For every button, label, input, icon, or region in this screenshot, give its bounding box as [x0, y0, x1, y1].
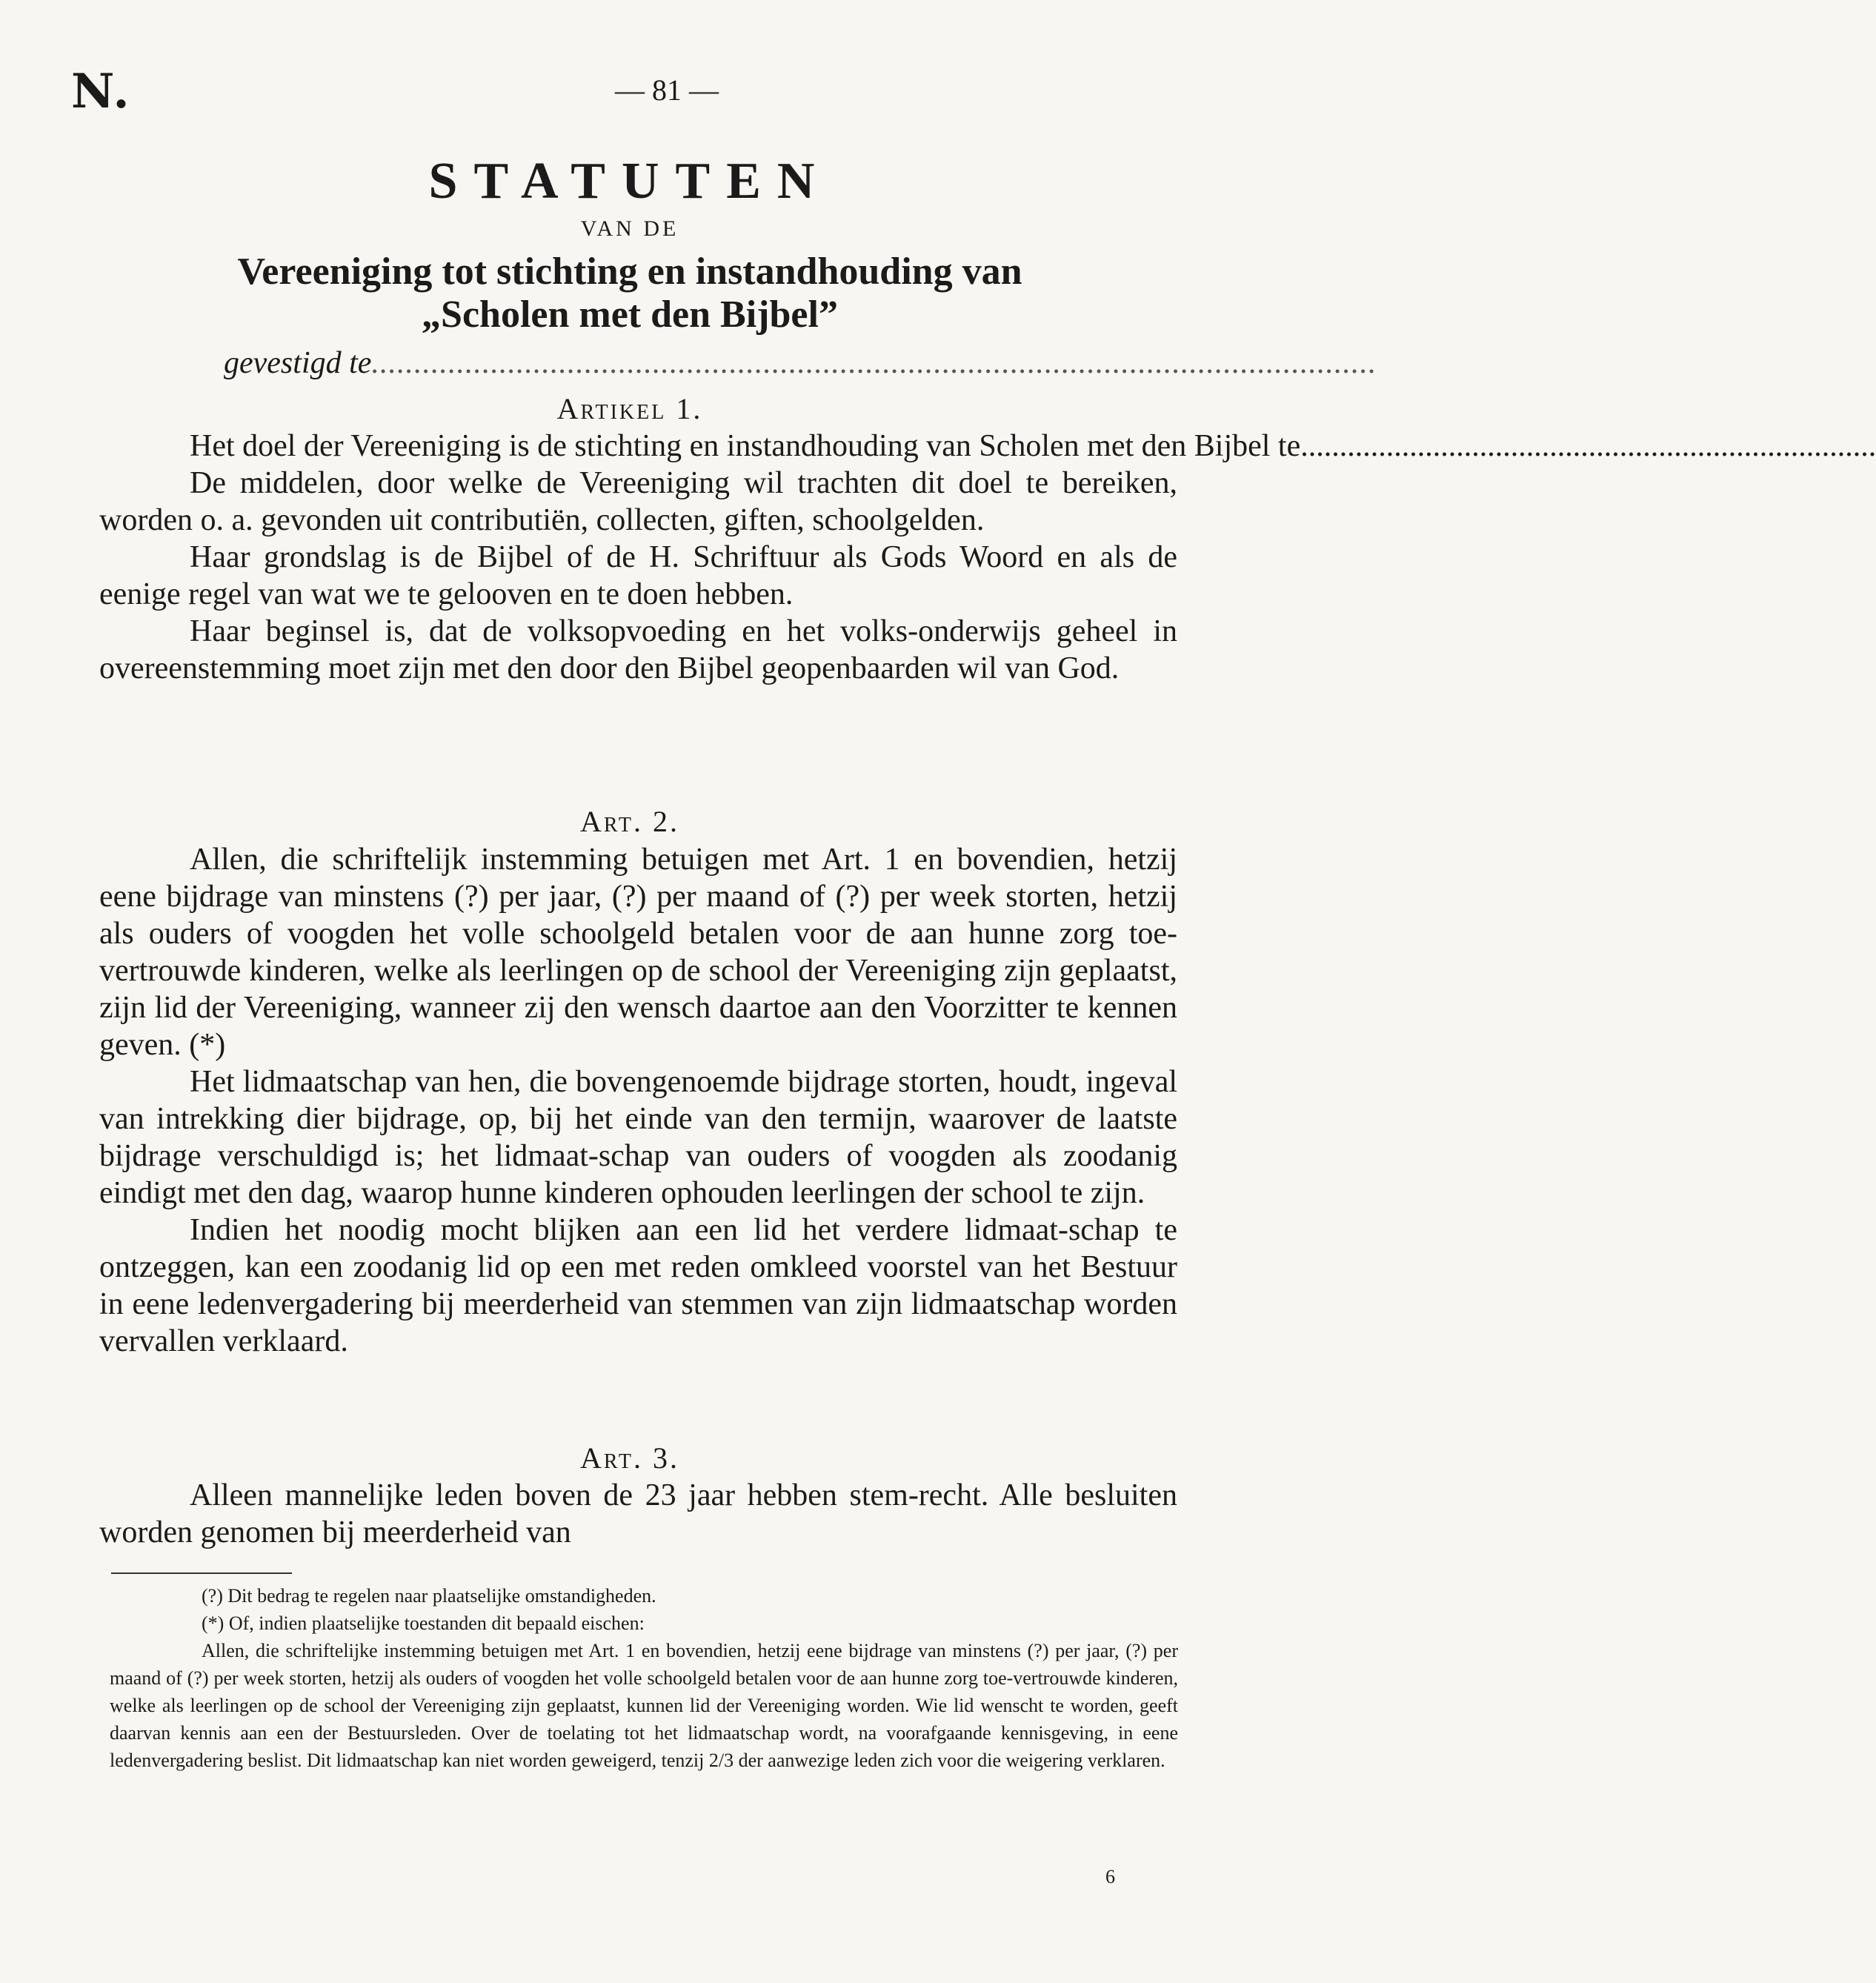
footnote-rule: [111, 1572, 292, 1574]
paragraph: Allen, die schriftelijk instemming betuigen met Art. 1 en bovendien, hetzij eene bijdrage van minstens (?) per jaar, (?) per maand of (?) per week storten, hetzij als ouders of voogden het volle schoolgeld betalen voor de aan hunne zorg toe-vertrouwde kinderen, welke als leerlingen op de school der Vereeniging zijn geplaatst, zijn lid der Vereeniging, wanneer zij den wensch daartoe aan den Voorzitter te kennen geven. (*): [99, 843, 1177, 1062]
paragraph: Alleen mannelijke leden boven de 23 jaar hebben stem-recht. Alle besluiten worden genomen bij meerderheid van: [99, 1478, 1177, 1549]
organization-name-line-2: „Scholen met den Bijbel”: [422, 293, 838, 336]
article-1-body: [99, 428, 1876, 687]
article-2-body: [99, 841, 1177, 1360]
seat-blank: ......................................................................................................................: [371, 346, 1377, 380]
footnote: (*) Of, indien plaatselijke toestanden dit bepaald eischen:: [202, 1612, 645, 1634]
paragraph: Haar grondslag is de Bijbel of de H. Schriftuur als Gods Woord en als de eenige regel van wat we te gelooven en te doen hebben.: [99, 540, 1177, 611]
signature-mark: 6: [1105, 1866, 1115, 1887]
document-title: STATUTEN: [428, 153, 831, 210]
article-3-heading: Art. 3.: [580, 1441, 679, 1475]
title-sub: VAN DE: [580, 216, 679, 241]
footnote: Allen, die schriftelijke instemming betuigen met Art. 1 en bovendien, hetzij eene bijdrage van minstens (?) per jaar, (?) per maand of (?) per week storten, hetzij als ouders of voogden het volle schoolgeld betalen voor de aan hunne zorg toe-vertrouwde kinderen, welke als leerlingen op de school der Vereeniging zijn geplaatst, kunnen lid der Vereeniging worden. Wie lid wenscht te worden, geeft daarvan kennis aan een der Bestuursleden. Over de toelating tot het lidmaatschap wordt, na voorafgaande kennisgeving, in eene ledenvergadering beslist. Dit lidmaatschap kan niet worden geweigerd, tenzij 2/3 der aanwezige leden zich voor die weigering verklaren.: [110, 1640, 1178, 1771]
paragraph: Het lidmaatschap van hen, die bovengenoemde bijdrage storten, houdt, ingeval van intrekking dier bijdrage, op, bij het einde van den termijn, waarover de laatste bijdrage verschuldigd is; het lidmaat-schap van ouders of voogden als zoodanig eindigt met den dag, waarop hunne kinderen ophouden leerlingen der school te zijn.: [99, 1065, 1177, 1210]
footnote: (?) Dit bedrag te regelen naar plaatselijke omstandigheden.: [202, 1585, 656, 1607]
paragraph: Indien het noodig mocht blijken aan een lid het verdere lidmaat-schap te ontzeggen, kan een zoodanig lid op een met reden omkleed voorstel van het Bestuur in eene ledenvergadering bij meerderheid van stemmen van zijn lidmaatschap worden vervallen verklaard.: [99, 1213, 1177, 1358]
article-1-heading: Artikel 1.: [556, 392, 703, 425]
organization-name-line-1: Vereeniging tot stichting en instandhouding van: [237, 250, 1022, 293]
paragraph: Haar beginsel is, dat de volksopvoeding en het volks-onderwijs geheel in overeenstemming moet zijn met den door den Bijbel geopenbaarden wil van God.: [99, 614, 1177, 685]
page-number: — 81 —: [615, 73, 719, 107]
seat-label: gevestigd te: [224, 346, 372, 380]
header-mark: N.: [71, 64, 131, 119]
article-3-body: [99, 1477, 1177, 1551]
footnotes: [110, 1582, 1178, 1774]
article-2-heading: Art. 2.: [580, 805, 679, 838]
seat-line: [224, 345, 1377, 381]
paragraph: De middelen, door welke de Vereeniging wil trachten dit doel te bereiken, worden o. a. gevonden uit contributiën, collecten, giften, schoolgelden.: [99, 466, 1177, 537]
paragraph: Het doel der Vereeniging is de stichting en instandhouding van Scholen met den Bijbel te..........................................................................: [190, 429, 1876, 463]
